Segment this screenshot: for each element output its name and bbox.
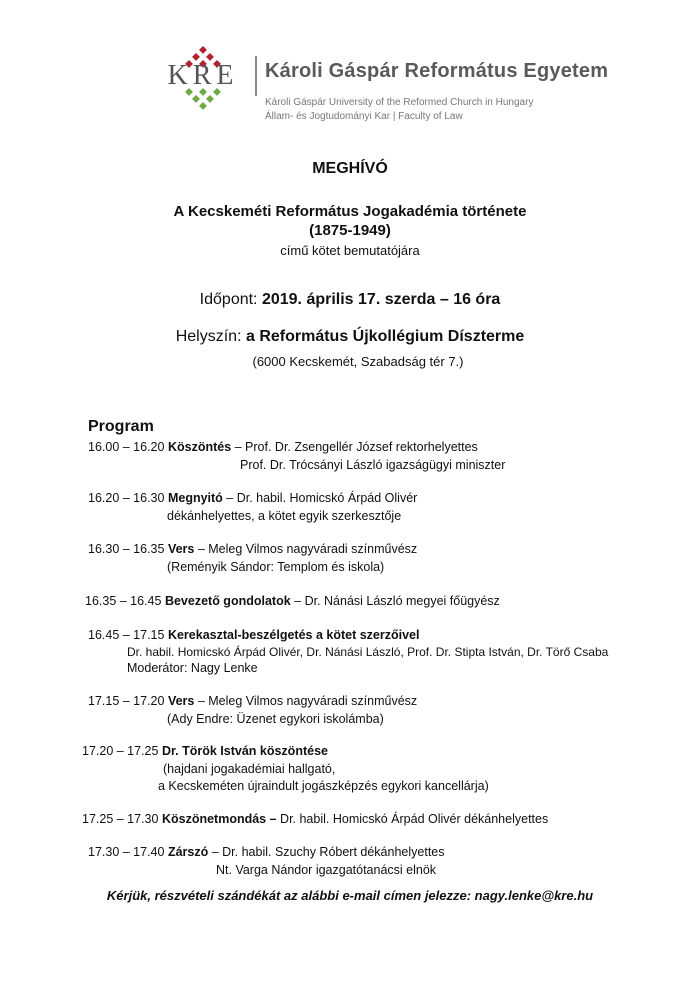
program-item-heading: Bevezető gondolatok (164, 594, 291, 608)
program-item (85, 594, 500, 608)
logo-dot (192, 95, 200, 103)
program-item-detail: – Prof. Dr. Zsengellér József rektorhelyettes (231, 440, 478, 454)
program-item-time: 16.00 – 16.20 (88, 440, 165, 454)
book-title-line-1: A Kecskeméti Református Jogakadémia története (173, 203, 527, 220)
program-item (82, 744, 328, 758)
program-item (88, 440, 478, 454)
program-item-extra: Prof. Dr. Trócsányi László igazságügyi miniszter (240, 458, 506, 472)
program-item-extra: dékánhelyettes, a kötet egyik szerkesztője (167, 509, 402, 523)
program-item-time: 16.35 – 16.45 (85, 594, 162, 608)
book-title-years: (1875-1949) (309, 222, 391, 239)
logo-divider (255, 56, 257, 96)
program-item-detail: – Meleg Vilmos nagyváradi színművész (194, 542, 418, 556)
event-address: (6000 Kecskemét, Szabadság tér 7.) (252, 354, 464, 369)
program-item-heading: Köszöntés (167, 440, 232, 454)
program-item-detail: – Dr. Nánási László megyei főügyész (290, 594, 500, 608)
program-item-detail: Dr. habil. Homicskó Árpád Olivér dékánhelyettes (276, 812, 549, 826)
program-item (88, 491, 417, 505)
university-name-english: Károli Gáspár University of the Reformed Church in Hungary (265, 97, 534, 108)
program-item-heading: Vers (167, 542, 195, 556)
program-item-time: 17.25 – 17.30 (82, 812, 159, 826)
program-item-heading: Köszönetmondás – (161, 812, 277, 826)
event-location (0, 328, 700, 346)
book-presentation-note: című kötet bemutatójára (280, 243, 420, 258)
rsvp-note: Kérjük, részvételi szándékát az alábbi e-mail címen jelezze: nagy.lenke@kre.hu (106, 888, 594, 903)
program-item-time: 17.15 – 17.20 (88, 694, 165, 708)
program-item-extra: a Kecskeméten újraindult jogászképzés egykori kancellárja) (158, 779, 489, 793)
program-item-heading: Vers (167, 694, 195, 708)
program-title: Program (88, 418, 154, 435)
program-item-extra: Dr. habil. Homicskó Árpád Olivér, Dr. Nánási László, Prof. Dr. Stipta István, Dr. Törő Csaba (127, 645, 609, 659)
faculty-name: Állam- és Jogtudományi Kar | Faculty of Law (265, 111, 463, 122)
program-item-time: 16.20 – 16.30 (88, 491, 165, 505)
program-item-time: 16.45 – 17.15 (88, 628, 165, 642)
program-item-heading: Dr. Török István köszöntése (161, 744, 328, 758)
event-time-label: Időpont: (199, 291, 258, 308)
program-item-time: 17.30 – 17.40 (88, 845, 165, 859)
logo-dot (199, 46, 207, 54)
program-item (82, 812, 548, 826)
program-item-time: 17.20 – 17.25 (82, 744, 159, 758)
university-name: Károli Gáspár Református Egyetem (265, 60, 609, 82)
program-item-extra: (Reményik Sándor: Templom és iskola) (167, 560, 385, 574)
program-item-heading: Kerekasztal-beszélgetés a kötet szerzőivel (167, 628, 420, 642)
invitation-title: MEGHÍVÓ (312, 160, 388, 177)
program-item-detail: – Dr. habil. Szuchy Róbert dékánhelyettes (208, 845, 445, 859)
program-item (88, 694, 417, 708)
logo-kre-text: KRE (167, 60, 239, 91)
university-logo (153, 40, 613, 130)
program-item-extra: (hajdani jogakadémiai hallgató, (163, 762, 336, 776)
logo-dot (206, 95, 214, 103)
event-location-label: Helyszín: (175, 328, 242, 345)
logo-dot (199, 102, 207, 110)
program-item-detail: – Meleg Vilmos nagyváradi színművész (194, 694, 418, 708)
event-location-value: a Református Újkollégium Díszterme (245, 328, 525, 345)
program-item-extra: Moderátor: Nagy Lenke (127, 661, 258, 675)
program-item-extra: Nt. Varga Nándor igazgatótanácsi elnök (216, 863, 437, 877)
program-item (88, 542, 417, 556)
event-time-value: 2019. április 17. szerda – 16 óra (261, 291, 501, 308)
program-item-heading: Megnyitó (167, 491, 223, 505)
program-item (88, 628, 419, 642)
program-item-time: 16.30 – 16.35 (88, 542, 165, 556)
program-item-heading: Zárszó (167, 845, 209, 859)
program-item-detail: – Dr. habil. Homicskó Árpád Olivér (222, 491, 418, 505)
event-time (0, 291, 700, 309)
program-item-extra: (Ady Endre: Üzenet egykori iskolámba) (167, 712, 384, 726)
program-item (88, 845, 445, 859)
